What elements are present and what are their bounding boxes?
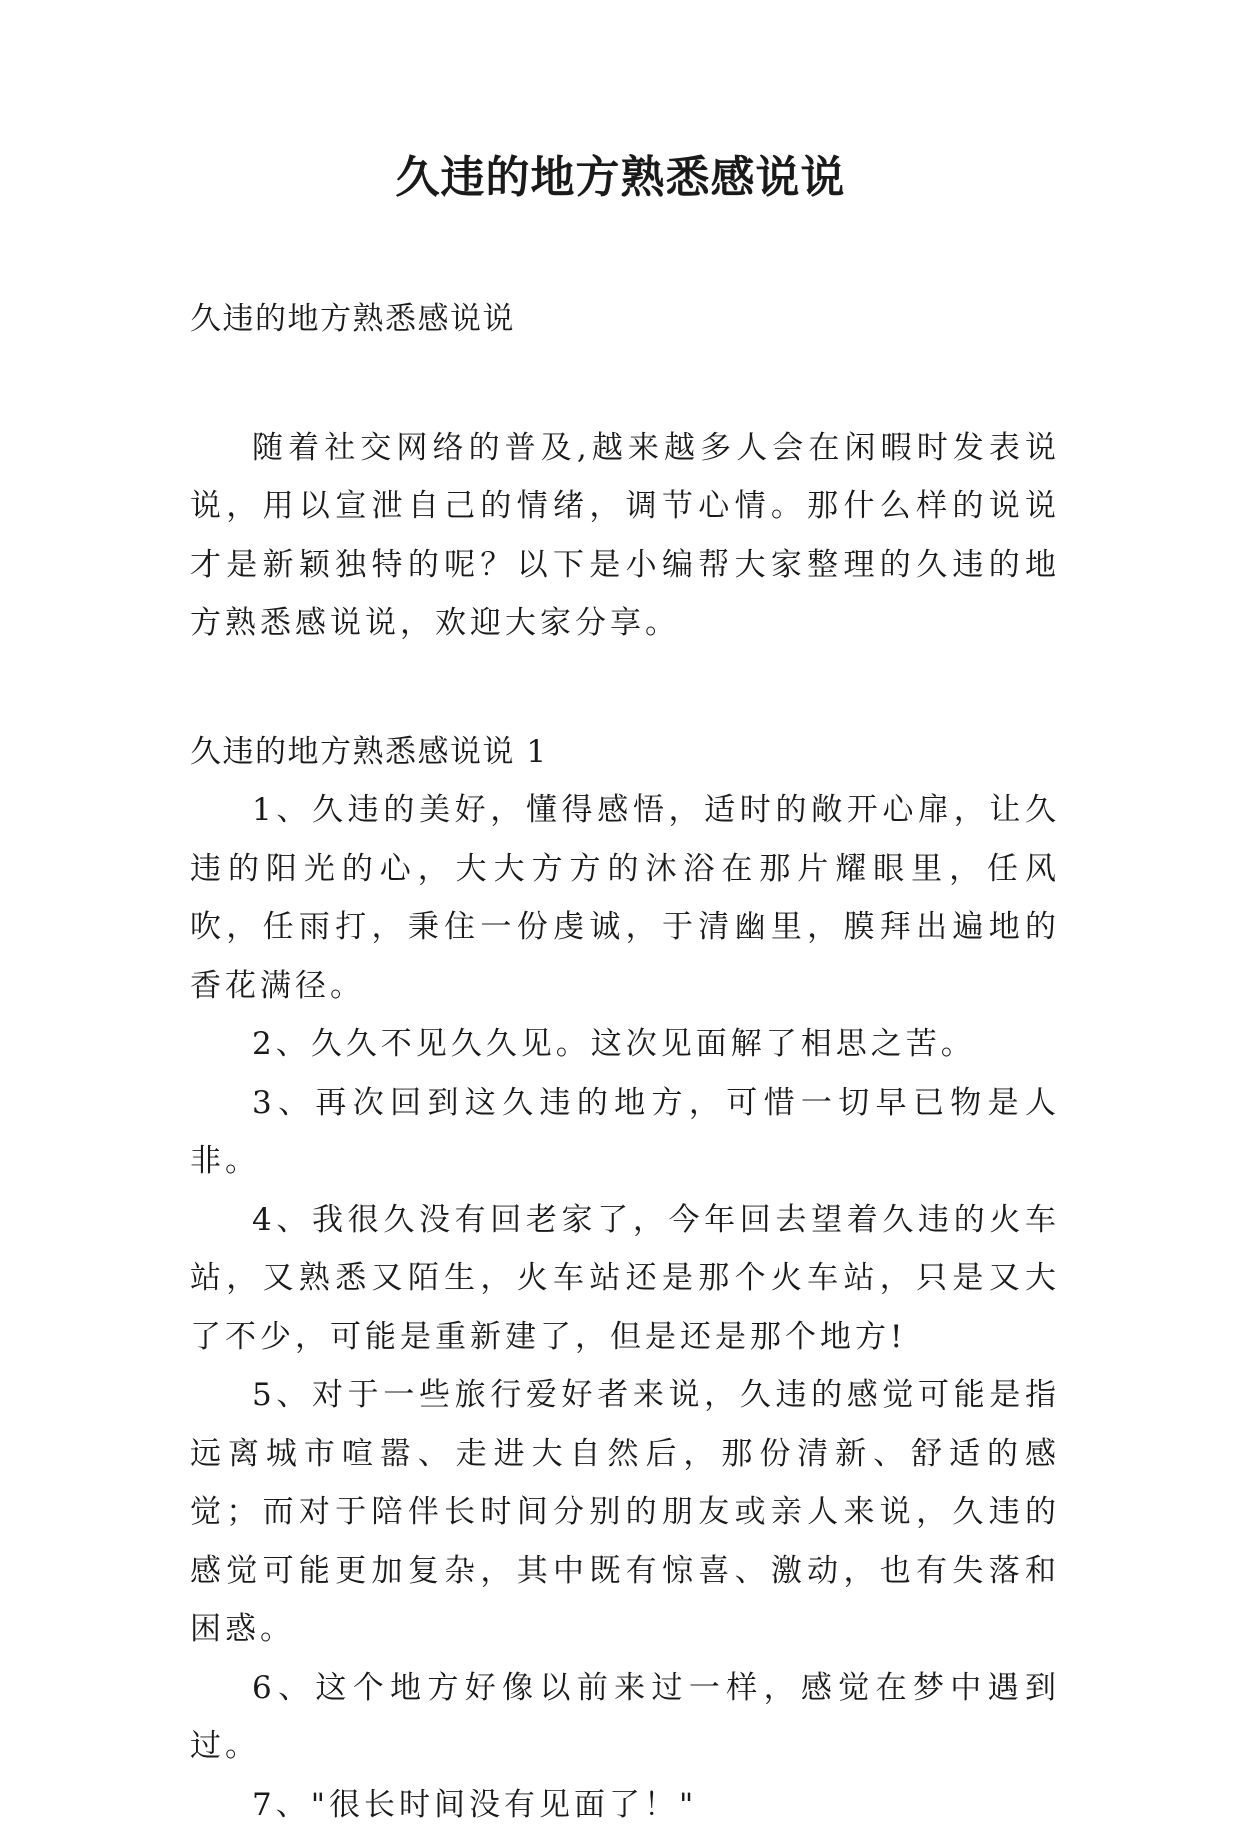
list-item: 4、我很久没有回老家了，今年回去望着久违的火车站，又熟悉又陌生，火车站还是那个火车站，只是又大了不少，可能是重新建了，但是还是那个地方! bbox=[190, 1191, 1060, 1367]
document-subtitle: 久违的地方熟悉感说说 bbox=[190, 290, 1060, 349]
list-item: 3、再次回到这久违的地方，可惜一切早已物是人非。 bbox=[190, 1074, 1060, 1191]
spacer bbox=[190, 653, 1060, 723]
list-item: 1、久违的美好，懂得感悟，适时的敞开心扉，让久违的阳光的心，大大方方的沐浴在那片耀眼里，任风吹，任雨打，秉住一份虔诚，于清幽里，膜拜出遍地的香花满径。 bbox=[190, 781, 1060, 1015]
document-title: 久违的地方熟悉感说说 bbox=[0, 148, 1241, 208]
list-item: 5、对于一些旅行爱好者来说，久违的感觉可能是指远离城市喧嚣、走进大自然后，那份清新、舒适的感觉；而对于陪伴长时间分别的朋友或亲人来说，久违的感觉可能更加复杂，其中既有惊喜、激动，也有失落和困惑。 bbox=[190, 1366, 1060, 1659]
spacer bbox=[190, 349, 1060, 419]
list-item: 7、"很长时间没有见面了！" bbox=[190, 1776, 1060, 1834]
list-item: 2、久久不见久久见。这次见面解了相思之苦。 bbox=[190, 1015, 1060, 1074]
intro-paragraph: 随着社交网络的普及,越来越多人会在闲暇时发表说说，用以宣泄自己的情绪，调节心情。那什么样的说说才是新颖独特的呢？以下是小编帮大家整理的久违的地方熟悉感说说，欢迎大家分享。 bbox=[190, 419, 1060, 653]
section-heading: 久违的地方熟悉感说说 1 bbox=[190, 723, 1060, 782]
list-item: 6、这个地方好像以前来过一样，感觉在梦中遇到过。 bbox=[190, 1659, 1060, 1776]
document-body bbox=[190, 290, 1060, 1834]
